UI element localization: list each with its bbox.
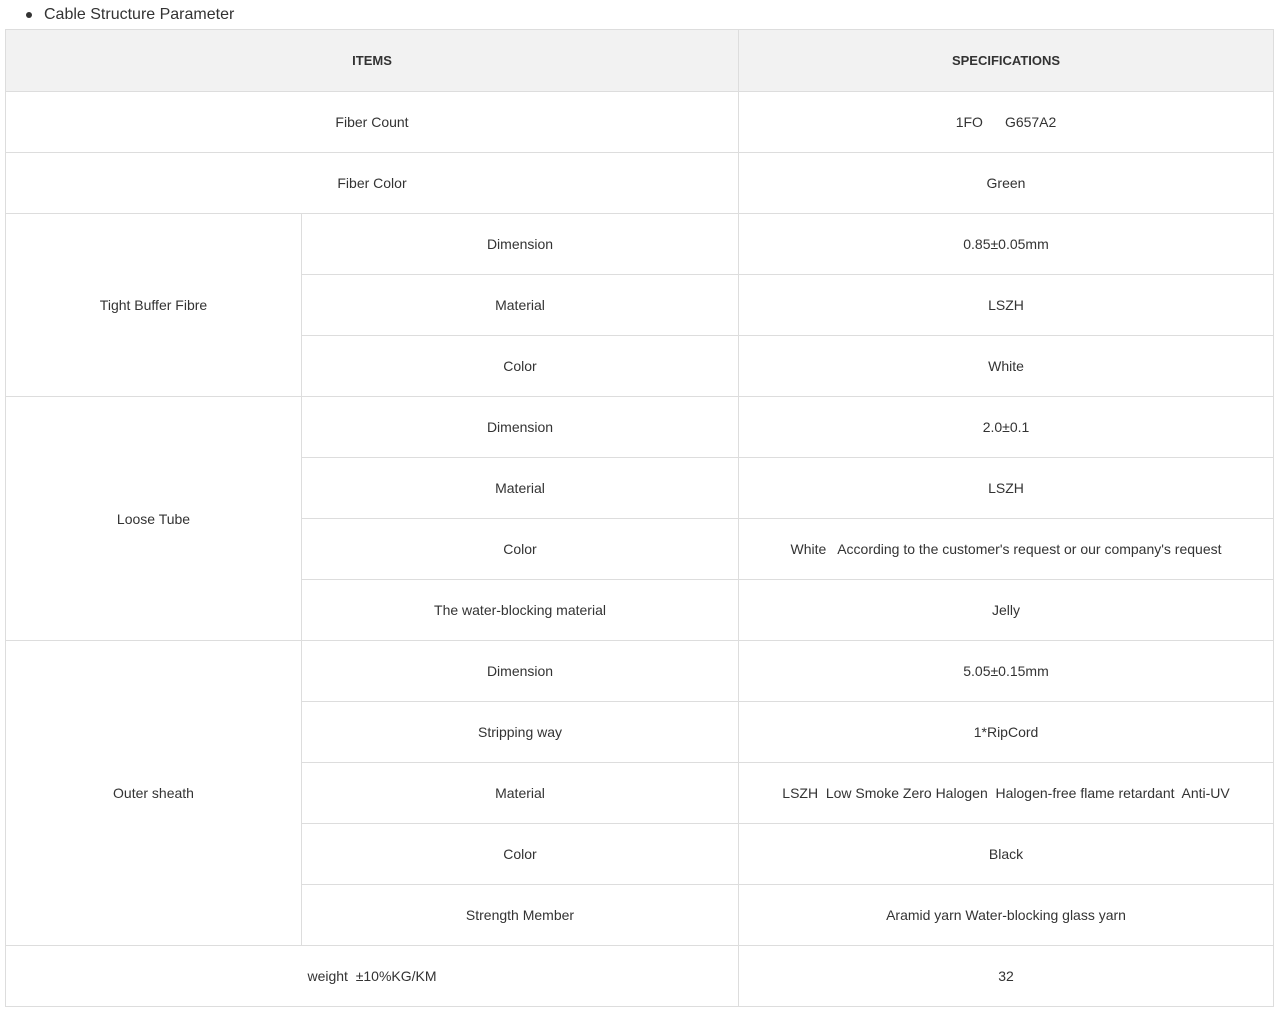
loose-tube-dimension-label: Dimension [302, 397, 739, 458]
weight-label: weight ±10%KG/KM [6, 946, 739, 1007]
fiber-color-value: Green [739, 153, 1274, 214]
section-title-text: Cable Structure Parameter [44, 5, 235, 23]
table-row [6, 946, 1274, 1007]
loose-tube-label: Loose Tube [6, 397, 302, 641]
loose-tube-color-label: Color [302, 519, 739, 580]
outer-sheath-dimension-label: Dimension [302, 641, 739, 702]
loose-tube-water-blocking-label: The water-blocking material [302, 580, 739, 641]
outer-sheath-color-value: Black [739, 824, 1274, 885]
loose-tube-material-value: LSZH [739, 458, 1274, 519]
loose-tube-water-blocking-value: Jelly [739, 580, 1274, 641]
outer-sheath-label: Outer sheath [6, 641, 302, 946]
table-row [6, 214, 1274, 275]
outer-sheath-strength-value: Aramid yarn Water-blocking glass yarn [739, 885, 1274, 946]
outer-sheath-color-label: Color [302, 824, 739, 885]
table-row [6, 153, 1274, 214]
header-specifications: SPECIFICATIONS [739, 30, 1274, 92]
table-row [6, 92, 1274, 153]
tight-buffer-dimension-value: 0.85±0.05mm [739, 214, 1274, 275]
outer-sheath-strength-label: Strength Member [302, 885, 739, 946]
fiber-count-value-a: 1FO [955, 114, 983, 130]
fiber-count-label: Fiber Count [6, 92, 739, 153]
header-items: ITEMS [6, 30, 739, 92]
outer-sheath-dimension-value: 5.05±0.15mm [739, 641, 1274, 702]
loose-tube-material-label: Material [302, 458, 739, 519]
table-header-row [6, 30, 1274, 92]
bullet-icon [26, 12, 32, 18]
weight-value: 32 [739, 946, 1274, 1007]
tight-buffer-color-value: White [739, 336, 1274, 397]
loose-tube-color-value: White According to the customer's request or our company's request [739, 519, 1274, 580]
outer-sheath-material-value: LSZH Low Smoke Zero Halogen Halogen-free flame retardant Anti-UV [739, 763, 1274, 824]
loose-tube-dimension-value: 2.0±0.1 [739, 397, 1274, 458]
fiber-count-value [739, 92, 1274, 153]
section-title [0, 0, 1280, 24]
outer-sheath-stripping-value: 1*RipCord [739, 702, 1274, 763]
cable-structure-table [5, 29, 1274, 1007]
fiber-count-value-b: G657A2 [1004, 114, 1057, 130]
fiber-color-label: Fiber Color [6, 153, 739, 214]
tight-buffer-dimension-label: Dimension [302, 214, 739, 275]
outer-sheath-material-label: Material [302, 763, 739, 824]
tight-buffer-material-value: LSZH [739, 275, 1274, 336]
outer-sheath-stripping-label: Stripping way [302, 702, 739, 763]
table-row [6, 641, 1274, 702]
tight-buffer-color-label: Color [302, 336, 739, 397]
tight-buffer-label: Tight Buffer Fibre [6, 214, 302, 397]
tight-buffer-material-label: Material [302, 275, 739, 336]
table-row [6, 397, 1274, 458]
